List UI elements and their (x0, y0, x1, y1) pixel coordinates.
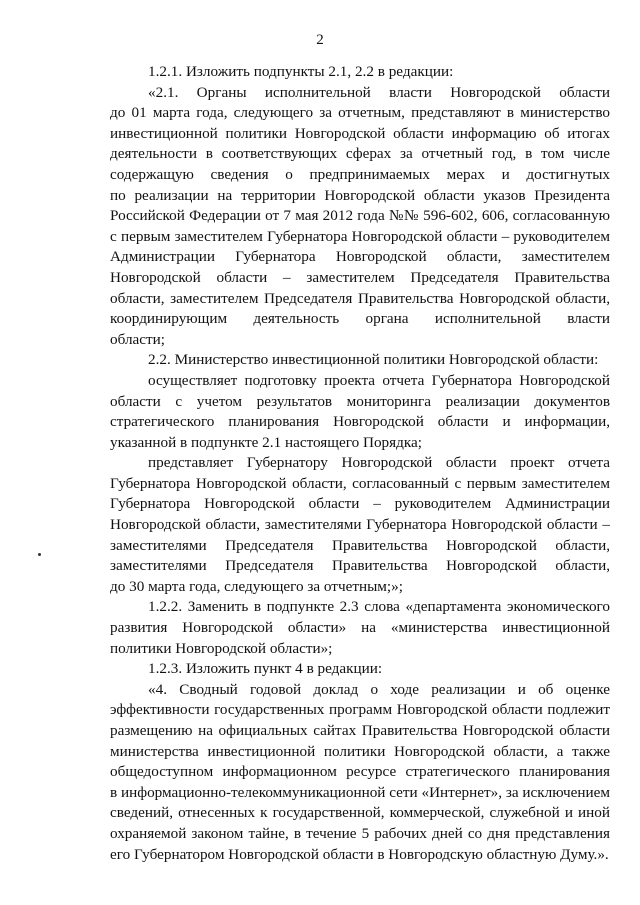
text-line: осуществляет подготовку проекта отчета Губернатора Новгородской (148, 371, 610, 389)
scan-speck (38, 553, 41, 556)
text-line: политики Новгородской области»; (110, 639, 333, 657)
text-line: по реализации на территории Новгородской области указов Президента (110, 186, 610, 204)
text-line: эффективности государственных программ Новгородской области подлежит (110, 701, 610, 719)
text-line: области; (110, 330, 165, 348)
text-line: 1.2.3. Изложить пункт 4 в редакции: (148, 660, 383, 678)
page-number: 2 (316, 32, 324, 48)
text-line: «2.1. Органы исполнительной власти Новгородской области (148, 83, 610, 101)
text-line: координирующим деятельность органа исполнительной власти (110, 310, 610, 328)
text-line: области, заместителем Председателя Правительства Новгородской области, (110, 289, 610, 307)
text-line: сведений, отнесенных к государственной, коммерческой, служебной и иной (110, 804, 610, 822)
text-line: 1.2.2. Заменить в подпункте 2.3 слова «департамента экономического (148, 598, 610, 616)
text-line: общедоступном информационном ресурсе стратегического планирования (110, 763, 610, 781)
text-line: до 30 марта года, следующего за отчетным;»; (110, 577, 403, 595)
text-line: развития Новгородской области» на «министерства инвестиционной (110, 619, 610, 637)
text-line: министерства инвестиционной политики Новгородской области, а также (110, 742, 610, 760)
text-line: 1.2.1. Изложить подпункты 2.1, 2.2 в редакции: (148, 63, 454, 80)
text-line: Губернатора Новгородской области, согласованный с первым заместителем (110, 474, 610, 492)
text-line: Новгородской области – заместителем Председателя Правительства (110, 268, 610, 286)
text-line: содержащую сведения о предпринимаемых мерах и достигнутых (110, 165, 610, 183)
text-line: стратегического планирования Новгородской области и информации, (110, 413, 610, 431)
text-line: «4. Сводный годовой доклад о ходе реализации и об оценке (148, 680, 610, 698)
text-line: Российской Федерации от 7 мая 2012 года №№ 596-602, 606, согласованную (110, 207, 610, 225)
text-line: указанной в подпункте 2.1 настоящего Порядка; (110, 433, 422, 451)
text-line: заместителями Председателя Правительства Новгородской области, (110, 557, 610, 575)
text-line: размещению на официальных сайтах Правительства Новгородской области (110, 722, 610, 739)
text-line: 2.2. Министерство инвестиционной политики Новгородской области: (148, 351, 599, 369)
text-line: с первым заместителем Губернатора Новгородской области – руководителем (110, 227, 610, 245)
text-line: заместителями Председателя Правительства Новгородской области, (110, 536, 610, 554)
text-line: области с учетом результатов мониторинга реализации документов (110, 392, 610, 410)
text-line: до 01 марта года, следующего за отчетным, представляют в министерство (110, 104, 610, 122)
text-line: в информационно-телекоммуникационной сети «Интернет», за исключением (110, 783, 610, 801)
text-line: деятельности в соответствующих сферах за отчетный год, в том числе (110, 145, 610, 163)
text-line: Администрации Губернатора Новгородской области, заместителем (110, 248, 610, 266)
text-line: охраняемой законом тайне, в течение 5 рабочих дней со дня представления (110, 824, 610, 842)
text-line: инвестиционной политики Новгородской области информацию об итогах (110, 124, 610, 142)
text-line: его Губернатором Новгородской области в Новгородскую областную Думу.». (110, 845, 609, 863)
document-body (110, 62, 610, 865)
text-line: Губернатора Новгородской области – руководителем Администрации (110, 495, 610, 513)
text-line: представляет Губернатору Новгородской области проект отчета (148, 454, 610, 472)
text-line: Новгородской области, заместителями Губернатора Новгородской области – (110, 516, 610, 534)
